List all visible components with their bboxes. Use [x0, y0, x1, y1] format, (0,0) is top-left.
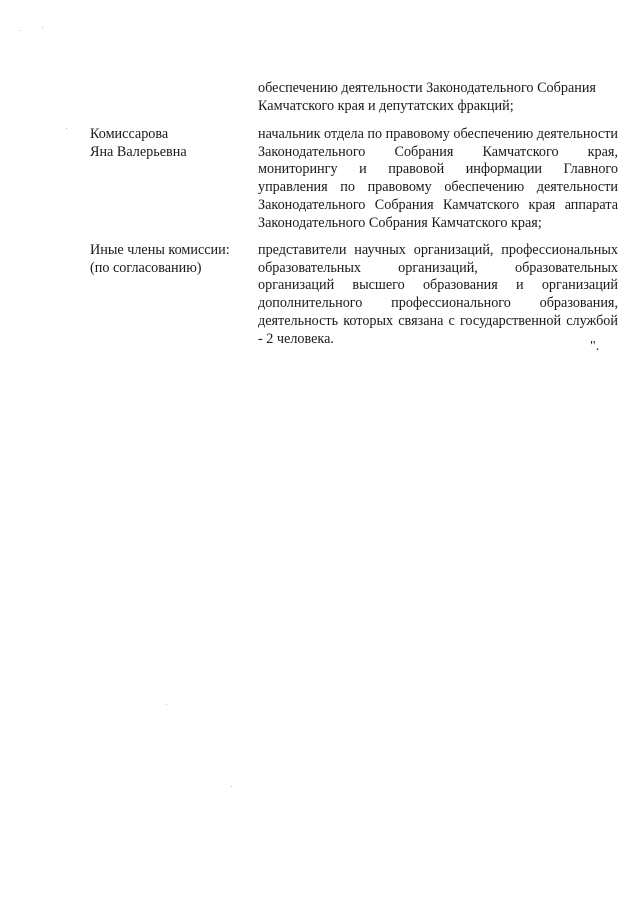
member-group-title: Иные члены комиссии:: [90, 242, 230, 258]
continuation-text: [258, 80, 618, 115]
closing-quote-mark: ".: [590, 339, 600, 354]
member-given-names: Яна Валерьевна: [90, 143, 187, 160]
member-group-note: (по согласованию): [90, 259, 202, 276]
member-group-label: [90, 242, 250, 277]
continuation-line: обеспечению деятельности Законодательного Собрания: [258, 80, 596, 96]
scan-speck: [66, 128, 67, 129]
scan-speck: [42, 27, 43, 28]
scan-speck: [166, 704, 167, 705]
scan-speck: [231, 786, 232, 787]
member-group-description: представители научных организаций, профессиональных образовательных организаций, образовательных организаций высшего образования и организаций дополнительного профессионального образования, деятельность которых связана с государственной службой - 2 человека.: [258, 242, 618, 347]
member-surname: Комиссарова: [90, 126, 169, 142]
scan-speck: [20, 30, 21, 31]
member-name: [90, 126, 240, 161]
continuation-line: Камчатского края и депутатских фракций;: [258, 97, 514, 114]
member-description: начальник отдела по правовому обеспечению деятельности Законодательного Собрания Камчатского края, мониторингу и правовой информации Главного управления по правовому обеспечению деятельности Законодательного Собрания Камчатского края аппарата Законодательного Собрания Камчатского края;: [258, 126, 618, 231]
